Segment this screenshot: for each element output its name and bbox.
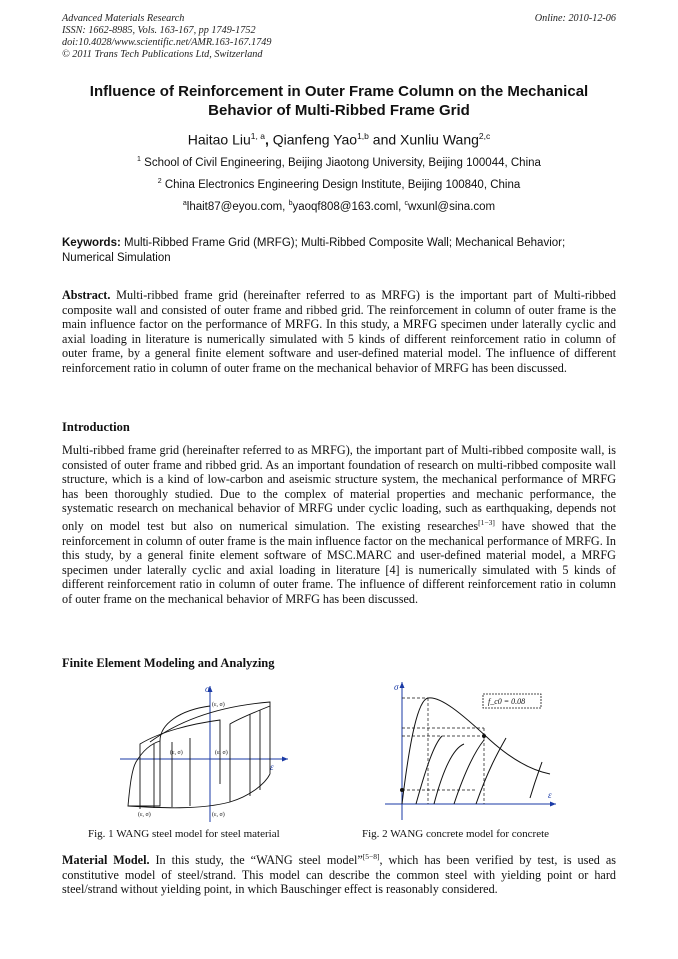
x-axis-arrow	[282, 757, 288, 762]
marker-point	[400, 788, 404, 792]
material-model-label: Material Model.	[62, 853, 150, 868]
abstract	[62, 288, 616, 376]
point-label-bottom-right: (ε, σ)	[212, 812, 225, 818]
author-name: Haitao Liu	[187, 131, 251, 148]
point-label-bottom-left: (ε, σ)	[138, 812, 151, 818]
figure-1-steel-model	[120, 684, 290, 824]
citation: [5−8]	[362, 852, 380, 861]
abstract-text: Multi-ribbed frame grid (hereinafter referred to as MRFG) is the important part of Multi-ribbed composite wall and consisted of outer frame and ribbed grid. The reinforcement in column of outer frame is the main influence factor on the performance of MRFG. In this study, a MRFG specimen under laterally cyclic and axial loading in literature is numerically simulated with 5 kinds of different reinforcement ratio in column of outer frame, by a general finite element software and user-defined material model. The influence of different reinforcement ratio in column of outer frame on the mechanical behavior of MRFG has been discussed.	[62, 288, 616, 375]
introduction-heading: Introduction	[62, 420, 130, 434]
point-label-top: (ε, σ)	[212, 702, 225, 708]
guide-lines	[402, 698, 484, 804]
author-name: Qianfeng Yao	[272, 131, 358, 148]
journal-header	[62, 13, 271, 61]
doi-line: doi:10.4028/www.scientific.net/AMR.163-167.1749	[62, 37, 272, 48]
hysteresis-loops	[128, 702, 270, 809]
epsilon-label: ε	[270, 762, 274, 772]
paper-title: Influence of Reinforcement in Outer Frame Column on the Mechanical Behavior of Multi-Ribbed Frame Grid	[89, 83, 589, 119]
author-name: Xunliu Wang	[400, 131, 479, 148]
issn-line: ISSN: 1662-8985, Vols. 163-167, pp 1749-1752	[62, 25, 256, 36]
sigma-label: σ	[205, 684, 210, 694]
keywords-label: Keywords:	[62, 237, 121, 249]
point-label-mid: (ε, σ)	[170, 750, 183, 756]
marker-point	[482, 734, 486, 738]
affiliation-2: $^2$ China Electronics Engineering Design Institute, Beijing 100840, China	[157, 178, 521, 191]
figure-2-concrete-model	[380, 678, 560, 823]
citation: [1−3]	[478, 517, 495, 527]
abstract-label: Abstract.	[62, 288, 111, 302]
journal-name: Advanced Materials Research	[62, 13, 185, 24]
author-sup: 1,b	[357, 131, 369, 141]
author-sup: 2,c	[478, 131, 491, 141]
figure-2-caption: Fig. 2 WANG concrete model for concrete	[362, 828, 550, 840]
author-list: Haitao Liu$^{1, a}$, Qianfeng Yao$^{1,b}$ and Xunliu Wang$^{2,c}$	[187, 131, 491, 148]
email-line: $^a$lhait87@eyou.com, $^b$yaoqf808@163.coml, $^c$wxunl@sina.com	[182, 200, 496, 213]
sigma-label: σ	[394, 682, 399, 692]
keywords	[62, 236, 616, 266]
epsilon-label: ε	[548, 790, 552, 800]
material-model-text: Material Model. In this study, the “WANG steel model”[5−8], which has been verified by test, is used as constitutive model of steel/strand. This model can describe the common steel with yielding point or hard steel/strand without yielding point, in which Bauschinger effect is reasonably considered.	[62, 852, 616, 897]
param-box-label: f_c0 = 0.08	[488, 697, 526, 706]
figure-1-caption: Fig. 1 WANG steel model for steel material	[88, 828, 280, 840]
introduction-text: Multi-ribbed frame grid (hereinafter referred to as MRFG), the important part of Multi-ribbed composite wall, is consisted of outer frame and ribbed grid. As an important foundation of research on multi-ribbed composite wall structure, which is a kind of low-carbon and aseismic structure system, the mechanical performance of MRFG has been thoroughly studied. Due to the complex of material properties and mechanic performance, the systematic research on mechanical behavior of MRFG under cyclic loading, such as earthquaking, depends not only on model test but also on numerical simulation. The existing researches[1−3] have showed that the reinforcement in column of outer frame is the main influence factor on the mechanical performance of MRFG. In this study, by a general finite element software of MSC.MARC and user-defined material model, a MRFG specimen under laterally cyclic and axial loading in literature [4] is numerically simulated with 5 kinds of different reinforcement ratio in column of outer frame. The influence of different reinforcement ratio in column of outer frame on the mechanical behavior of MRFG has been discussed.	[62, 443, 616, 606]
affiliation-1: $^1$ School of Civil Engineering, Beijing Jiaotong University, Beijing 100044, China	[137, 156, 541, 169]
keywords-text: Multi-Ribbed Frame Grid (MRFG); Multi-Ribbed Composite Wall; Mechanical Behavior; Numerical Simulation	[62, 237, 566, 264]
x-axis-arrow	[550, 802, 556, 807]
copyright-line: © 2011 Trans Tech Publications Ltd, Switzerland	[62, 49, 263, 60]
author-sup: 1, a	[250, 131, 265, 141]
point-label-right: (ε, σ)	[215, 750, 228, 756]
concrete-envelope	[402, 698, 550, 804]
online-date: Online: 2010-12-06	[534, 13, 616, 24]
fem-heading: Finite Element Modeling and Analyzing	[62, 656, 275, 670]
y-axis-arrow	[400, 682, 405, 688]
